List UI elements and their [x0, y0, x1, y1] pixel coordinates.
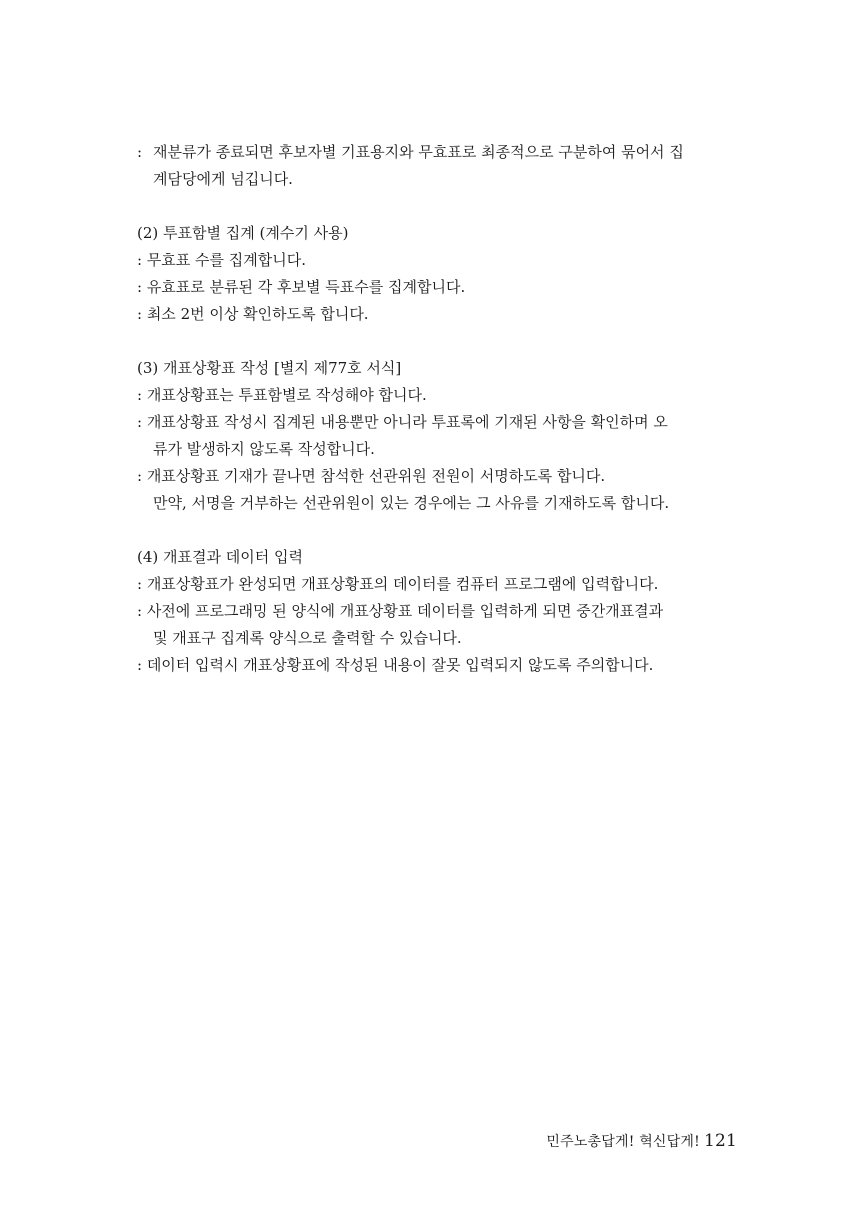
spacer — [137, 517, 742, 544]
footer-slogan: 민주노총답게! 혁신답게! — [546, 1134, 700, 1150]
page-number: 121 — [703, 1131, 737, 1151]
section3-item-1: : 개표상황표는 투표함별로 작성해야 합니다. — [137, 386, 427, 404]
spacer — [137, 328, 742, 355]
section-heading-2: (2) 투표함별 집계 (계수기 사용) — [137, 224, 349, 242]
section4-item-2-line2: 및 개표구 집계록 양식으로 출력할 수 있습니다. — [153, 629, 462, 647]
section3-note: 만약, 서명을 거부하는 선관위원이 있는 경우에는 그 사유를 기재하도록 합니다. — [153, 494, 670, 512]
section4-item-1: : 개표상황표가 완성되면 개표상황표의 데이터를 컴퓨터 프로그램에 입력합니다. — [137, 575, 659, 593]
intro-item-line1 — [137, 139, 742, 166]
section2-item-3: : 최소 2번 이상 확인하도록 합니다. — [137, 305, 369, 323]
section4-item-3: : 데이터 입력시 개표상황표에 작성된 내용이 잘못 입력되지 않도록 주의합니다. — [137, 656, 654, 674]
spacer — [137, 193, 742, 220]
section4-item-2-line1: : 사전에 프로그래밍 된 양식에 개표상황표 데이터를 입력하게 되면 중간개표결과 — [137, 602, 664, 620]
intro-text-line1: 재분류가 종료되면 후보자별 기표용지와 무효표로 최종적으로 구분하여 묶어서 집 — [153, 143, 684, 161]
section-heading-3: (3) 개표상황표 작성 [별지 제77호 서식] — [137, 359, 402, 377]
intro-text-line2: 계담당에게 넘깁니다. — [153, 170, 293, 188]
section3-item-2-line1: : 개표상황표 작성시 집계된 내용뿐만 아니라 투표록에 기재된 사항을 확인하며 오 — [137, 413, 668, 431]
section2-item-2: : 유효표로 분류된 각 후보별 득표수를 집계합니다. — [137, 278, 466, 296]
bullet-colon: : — [137, 143, 143, 161]
document-body — [137, 139, 742, 679]
page-footer — [546, 1131, 737, 1151]
section3-item-2-line2: 류가 발생하지 않도록 작성합니다. — [153, 440, 375, 458]
section-heading-4: (4) 개표결과 데이터 입력 — [137, 548, 303, 566]
section2-item-1: : 무효표 수를 집계합니다. — [137, 251, 307, 269]
section3-item-3: : 개표상황표 기재가 끝나면 참석한 선관위원 전원이 서명하도록 합니다. — [137, 467, 606, 485]
